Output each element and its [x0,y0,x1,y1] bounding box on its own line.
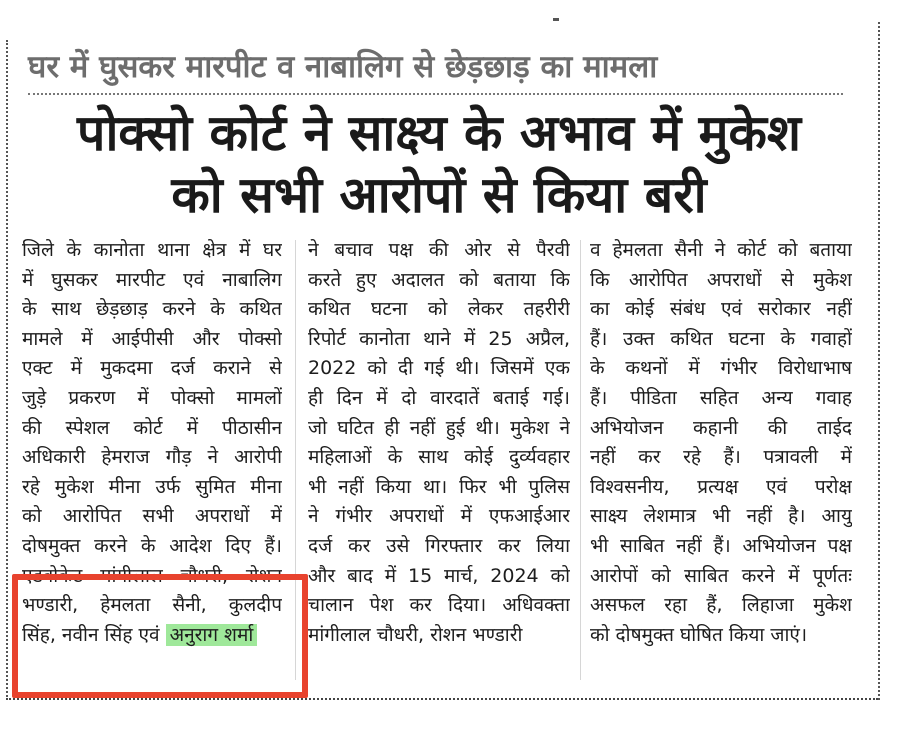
column-divider-2 [580,240,581,680]
column-1-line: की स्पेशल कोर्ट में पीठासीन [22,416,282,439]
column-2-line: चालान पेश कर दिया। अधिवक्ता [308,594,570,617]
column-3-line: साक्ष्य लेशमात्र भी नहीं है। आयु [590,505,852,528]
column-3-line: विश्वसनीय, प्रत्यक्ष एवं परोक्ष [590,475,852,498]
column-2-line: दर्ज कर उसे गिरफ्तार कर लिया [308,534,570,557]
headline-line-2: को सभी आरोपों से किया बरी [171,166,707,224]
column-3-line: नहीं कर रहे हैं। पत्रावली में [590,446,852,469]
column-1-line: में घुसकर मारपीट एवं नाबालिग [22,268,282,291]
column-3-line: आरोपों को साबित करने में पूर्णतः [590,564,852,587]
column-1-last-line-prefix: सिंह, नवीन सिंह एवं [22,623,160,646]
column-1-line: के साथ छेड़छाड़ करने के कथित [22,298,282,321]
column-1-line: रहे मुकेश मीना उर्फ सुमित मीना [22,475,282,498]
article-headline [0,102,878,226]
column-3-line: असफल रहा हैं, लिहाजा मुकेश [590,594,852,617]
column-2-line: रिपोर्ट कानोता थाने में 25 अप्रैल, [308,327,570,350]
column-2-line: ने गंभीर अपराधों में एफआईआर [308,505,570,528]
column-1-line: एडवोकेट मांगीलाल चौधरी, रोशन [22,564,282,587]
column-2-line: मांगीलाल चौधरी, रोशन भण्डारी [308,623,523,646]
kicker-divider [28,93,843,95]
red-annotation-box [12,574,308,698]
column-1-line: एक्ट में मुकदमा दर्ज कराने से [22,357,282,380]
column-3-line: का कोई संबंध एवं सरोकार नहीं [590,298,852,321]
headline-line-1: पोक्सो कोर्ट ने साक्ष्य के अभाव में मुकेश [77,104,801,162]
column-3-line: को दोषमुक्त घोषित किया जाएं। [590,623,808,646]
column-1-line: मामले में आईपीसी और पोक्सो [22,327,282,350]
column-1-line: भण्डारी, हेमलता सैनी, कुलदीप [22,594,282,617]
column-2-line: 2022 को दी गई थी। जिसमें एक [308,357,570,380]
column-2-line: महिलाओं के साथ कोई दुर्व्यवहार [308,446,570,469]
column-3-line: के कथनों में गंभीर विरोधाभाष [590,357,852,380]
column-2-line: ही दिन में दो वारदातें बताई गई। [308,386,570,409]
crop-mark [553,18,559,21]
article-column-2 [308,236,570,650]
column-3-line: कि आरोपित अपराधों से मुकेश [590,268,852,291]
column-2-line: और बाद में 15 मार्च, 2024 को [308,564,570,587]
column-1-line: जिले के कानोता थाना क्षेत्र में घर [22,239,282,261]
column-3-line: भी साबित नहीं हैं। अभियोजन पक्ष [590,534,852,557]
column-3-line: अभियोजन कहानी की ताईद [590,416,852,439]
column-3-line: व हेमलता सैनी ने कोर्ट को बताया [590,239,852,261]
column-1-line: जुड़े प्रकरण में पोक्सो मामलों [22,386,282,409]
right-border-rule [878,22,880,700]
bottom-border-rule [6,698,878,700]
column-3-line: हैं। उक्त कथित घटना के गवाहों [590,327,852,350]
highlighted-name: अनुराग शर्मा [166,624,258,646]
article-kicker: घर में घुसकर मारपीट व नाबालिग से छेड़छाड़ का मामला [28,49,658,85]
column-1-line: को आरोपित सभी अपराधों में [22,505,282,528]
column-2-line: कथित घटना को लेकर तहरीरी [308,298,570,321]
column-2-line: जो घटित ही नहीं हुई थी। मुकेश ने [308,416,570,439]
column-1-line: दोषमुक्त करने के आदेश दिए हैं। [22,534,282,557]
column-2-line: करते हुए अदालत को बताया कि [308,268,570,291]
article-column-3 [590,236,852,650]
column-1-line: अधिकारी हेमराज गौड़ ने आरोपी [22,446,282,469]
column-2-line: ने बचाव पक्ष की ओर से पैरवी [308,239,570,261]
column-3-line: हैं। पीडिता सहित अन्य गवाह [590,386,852,409]
column-2-line: भी नहीं किया था। फिर भी पुलिस [308,475,570,498]
